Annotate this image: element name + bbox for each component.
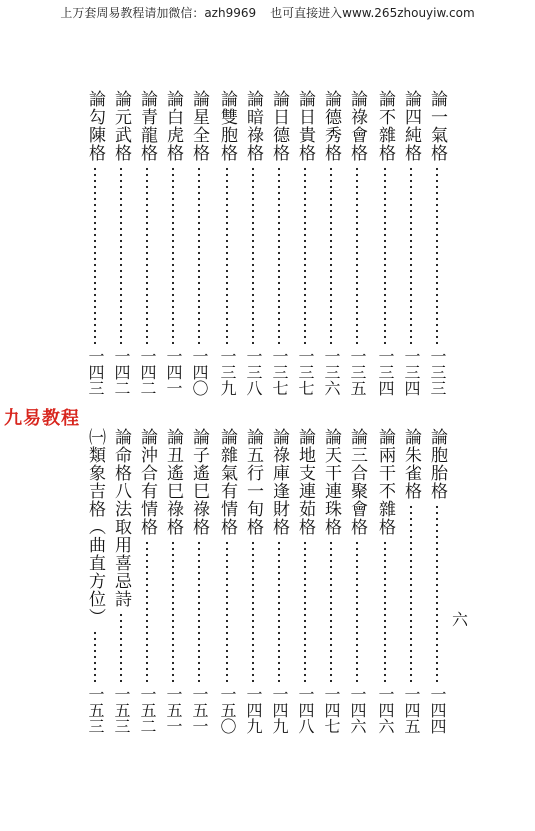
toc-leader-dots bbox=[94, 166, 96, 344]
toc-leader-dots bbox=[198, 540, 200, 682]
toc-leader-dots bbox=[252, 540, 254, 682]
toc-leader-dots bbox=[120, 166, 122, 344]
toc-entry bbox=[320, 90, 342, 410]
toc-entry bbox=[136, 428, 158, 748]
toc-entry-title: 論星全格 bbox=[189, 90, 209, 162]
toc-entry bbox=[188, 428, 210, 748]
toc-leader-dots bbox=[356, 540, 358, 682]
toc-entry bbox=[162, 90, 184, 410]
toc-entry-title: 論五行一旬格 bbox=[243, 428, 263, 536]
header-text-wechat: 上万套周易教程请加微信：azh9969 bbox=[60, 6, 257, 20]
toc-entry-title: 論三合聚會格 bbox=[347, 428, 367, 536]
toc-entry-title: 論祿庫逢財格 bbox=[269, 428, 289, 536]
toc-entry-title: 論一氣格 bbox=[427, 90, 447, 162]
toc-entry-title: 論青龍格 bbox=[137, 90, 157, 162]
toc-leader-dots bbox=[198, 166, 200, 344]
toc-entry bbox=[216, 90, 238, 410]
toc-entry-page: 一四〇 bbox=[190, 348, 209, 396]
toc-entry-title: 論祿會格 bbox=[347, 90, 367, 162]
toc-entry-page: 一五三 bbox=[86, 686, 105, 734]
toc-entry-title: 論日德格 bbox=[269, 90, 289, 162]
toc-leader-dots bbox=[410, 166, 412, 344]
toc-entry bbox=[162, 428, 184, 748]
toc-entry-page: 一四二 bbox=[112, 348, 131, 396]
watermark-header bbox=[0, 4, 535, 21]
toc-entry-title: 論德秀格 bbox=[321, 90, 341, 162]
toc-entry bbox=[374, 90, 396, 410]
toc-leader-dots bbox=[94, 630, 96, 682]
toc-entry-page: 一四二 bbox=[138, 348, 157, 396]
toc-entry-title: 論命格八法取用喜忌詩 bbox=[111, 428, 131, 608]
toc-entry bbox=[426, 428, 448, 748]
toc-entry-page: 一五〇 bbox=[218, 686, 237, 734]
toc-entry-page: 一四六 bbox=[348, 686, 367, 734]
toc-leader-dots bbox=[356, 166, 358, 344]
toc-entry bbox=[346, 90, 368, 410]
toc-entry-page: 一四七 bbox=[322, 686, 341, 734]
toc-entry-page: 一三六 bbox=[322, 348, 341, 396]
toc-entry-page: 一三九 bbox=[218, 348, 237, 396]
toc-leader-dots bbox=[304, 166, 306, 344]
toc-entry-page: 一三七 bbox=[270, 348, 289, 396]
toc-entry-page: 一四三 bbox=[86, 348, 105, 396]
toc-entry bbox=[268, 428, 290, 748]
toc-entry-page: 一五一 bbox=[164, 686, 183, 734]
toc-entry-page: 一四九 bbox=[244, 686, 263, 734]
toc-entry bbox=[110, 428, 132, 748]
toc-entry-page: 一三八 bbox=[244, 348, 263, 396]
toc-entry-page: 一五一 bbox=[190, 686, 209, 734]
toc-entry-title: 論四純格 bbox=[401, 90, 421, 162]
toc-leader-dots bbox=[410, 504, 412, 682]
toc-entry-title: 論日貴格 bbox=[295, 90, 315, 162]
toc-entry-page: 一四五 bbox=[402, 686, 421, 734]
toc-leader-dots bbox=[226, 540, 228, 682]
toc-entry-title: 論勾陳格 bbox=[85, 90, 105, 162]
toc-entry bbox=[110, 90, 132, 410]
toc-entry-page: 一四八 bbox=[296, 686, 315, 734]
toc-entry bbox=[268, 90, 290, 410]
toc-entry-title: 論兩干不雜格 bbox=[375, 428, 395, 536]
toc-entry-title: 論地支連茹格 bbox=[295, 428, 315, 536]
toc-entry-title: 論沖合有情格 bbox=[137, 428, 157, 536]
toc-entry bbox=[346, 428, 368, 748]
toc-entry-title: 論元武格 bbox=[111, 90, 131, 162]
toc-entry-title: 論子遙巳祿格 bbox=[189, 428, 209, 536]
toc-entry-title: 論雙胞格 bbox=[217, 90, 237, 162]
toc-entry-title: 論暗祿格 bbox=[243, 90, 263, 162]
toc-leader-dots bbox=[252, 166, 254, 344]
toc-entry-page: 一三三 bbox=[428, 348, 447, 396]
watermark-logo: 九易教程 bbox=[4, 408, 80, 429]
toc-entry bbox=[242, 90, 264, 410]
toc-leader-dots bbox=[278, 540, 280, 682]
toc-leader-dots bbox=[436, 166, 438, 344]
toc-entry-title: 論朱雀格 bbox=[401, 428, 421, 500]
toc-entry-page: 一五二 bbox=[138, 686, 157, 734]
toc-entry-title: 論白虎格 bbox=[163, 90, 183, 162]
toc-entry-page: 一四九 bbox=[270, 686, 289, 734]
toc-entry bbox=[400, 428, 422, 748]
toc-leader-dots bbox=[172, 540, 174, 682]
toc-entry-page: 一三七 bbox=[296, 348, 315, 396]
toc-leader-dots bbox=[226, 166, 228, 344]
toc-leader-dots bbox=[330, 540, 332, 682]
toc-entry-title: 論胞胎格 bbox=[427, 428, 447, 500]
toc-leader-dots bbox=[172, 166, 174, 344]
header-text-website: 也可直接进入www.265zhouyiw.com bbox=[270, 6, 475, 20]
toc-entry bbox=[294, 428, 316, 748]
toc-entry bbox=[216, 428, 238, 748]
toc-entry-page: 一三四 bbox=[402, 348, 421, 396]
toc-leader-dots bbox=[330, 166, 332, 344]
toc-entry bbox=[84, 428, 106, 748]
toc-entry-title: ㈠類象吉格（曲直方位） bbox=[85, 428, 105, 626]
toc-entry bbox=[320, 428, 342, 748]
toc-entry-title: 論天干連珠格 bbox=[321, 428, 341, 536]
toc-entry bbox=[400, 90, 422, 410]
toc-leader-dots bbox=[436, 504, 438, 682]
toc-entry bbox=[136, 90, 158, 410]
toc-leader-dots bbox=[384, 540, 386, 682]
toc-leader-dots bbox=[146, 540, 148, 682]
toc-leader-dots bbox=[304, 540, 306, 682]
toc-entry bbox=[294, 90, 316, 410]
toc-entry bbox=[426, 90, 448, 410]
toc-entry-page: 一五三 bbox=[112, 686, 131, 734]
toc-entry bbox=[84, 90, 106, 410]
toc-entry-page: 一三五 bbox=[348, 348, 367, 396]
toc-entry-page: 一四一 bbox=[164, 348, 183, 396]
toc-entry-title: 論丑遙巳祿格 bbox=[163, 428, 183, 536]
toc-entry-page: 一四四 bbox=[428, 686, 447, 734]
page-number: 六 bbox=[452, 610, 469, 629]
toc-leader-dots bbox=[120, 612, 122, 682]
toc-leader-dots bbox=[278, 166, 280, 344]
toc-entry bbox=[374, 428, 396, 748]
toc-entry bbox=[242, 428, 264, 748]
toc-entry-page: 一四六 bbox=[376, 686, 395, 734]
toc-leader-dots bbox=[146, 166, 148, 344]
toc-leader-dots bbox=[384, 166, 386, 344]
toc-entry-title: 論不雜格 bbox=[375, 90, 395, 162]
toc-entry-page: 一三四 bbox=[376, 348, 395, 396]
toc-entry-title: 論雜氣有情格 bbox=[217, 428, 237, 536]
toc-entry bbox=[188, 90, 210, 410]
